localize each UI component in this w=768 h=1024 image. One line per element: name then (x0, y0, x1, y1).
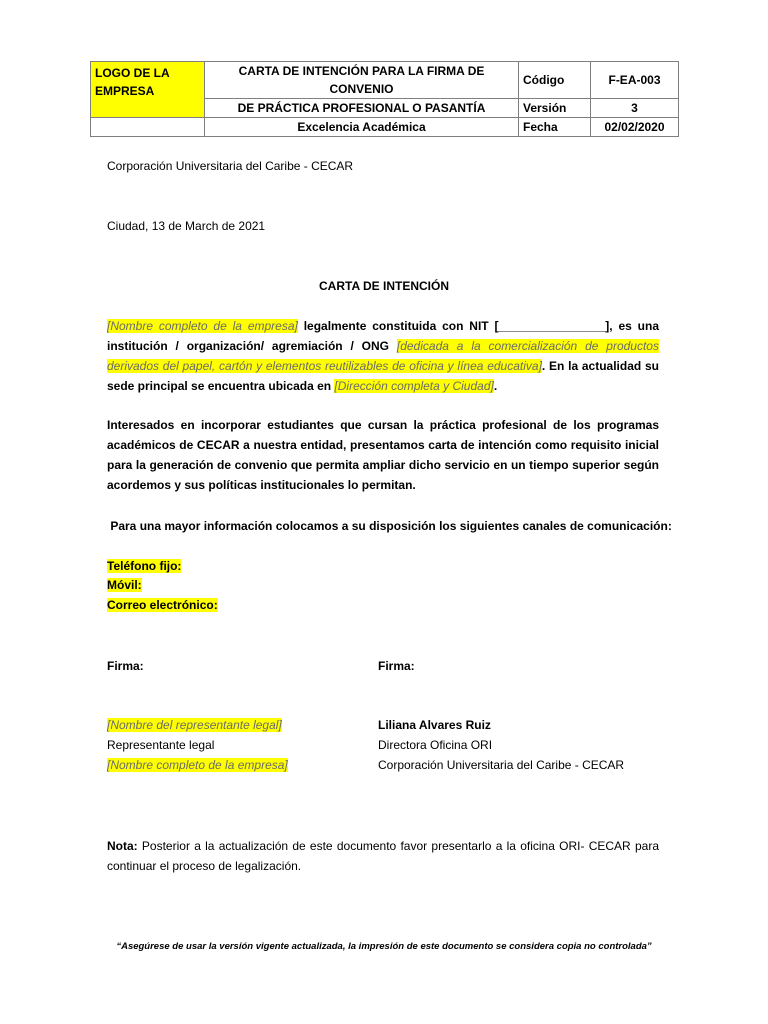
legal-rep-role: Representante legal (107, 738, 215, 752)
doc-header-title-1: CARTA DE INTENCIÓN PARA LA FIRMA DE CONVENIO (205, 62, 519, 99)
right-signature-label: Firma: (378, 659, 415, 673)
p1-text-3: . En la actualidad su sede principal se encuentra ubicada en (107, 359, 659, 393)
header-empty-cell (91, 118, 205, 137)
version-label: Versión (519, 99, 591, 118)
intro-paragraph (107, 316, 659, 396)
area-name: Excelencia Académica (205, 118, 519, 137)
fecha-label: Fecha (519, 118, 591, 137)
legal-rep-placeholder[interactable]: [Nombre del representante legal] (107, 718, 282, 732)
doc-header-title-2: DE PRÁCTICA PROFESIONAL O PASANTÍA (205, 99, 519, 118)
address-placeholder[interactable]: [Dirección completa y Ciudad] (334, 379, 494, 393)
note-label: Nota: (107, 839, 138, 853)
logo-placeholder: LOGO DE LA EMPRESA (91, 62, 205, 118)
header-table (90, 61, 679, 137)
signer-role: Directora Oficina ORI (378, 738, 493, 752)
codigo-value: F-EA-003 (591, 62, 679, 99)
date-line: Ciudad, 13 de March de 2021 (107, 219, 266, 233)
fecha-value: 02/02/2020 (591, 118, 679, 137)
nit-blank[interactable]: ________________ (498, 319, 606, 333)
note-paragraph (107, 836, 659, 876)
p1-text-4: . (493, 379, 498, 393)
signer-organization: Corporación Universitaria del Caribe - CECAR (378, 758, 625, 772)
left-signature-label: Firma: (107, 659, 144, 673)
version-value: 3 (591, 99, 679, 118)
doc-title: CARTA DE INTENCIÓN (319, 279, 449, 293)
note-text: Posterior a la actualización de este documento favor presentarlo a la oficina ORI- CECAR para continuar el proceso de legalización. (107, 839, 659, 873)
mobile-label: Móvil: (107, 578, 142, 592)
company-placeholder[interactable]: [Nombre completo de la empresa] (107, 319, 298, 333)
channels-paragraph: Para una mayor información colocamos a su disposición los siguientes canales de comunicación: (107, 519, 672, 533)
codigo-label: Código (519, 62, 591, 99)
recipient: Corporación Universitaria del Caribe - CECAR (107, 159, 354, 173)
footer-disclaimer: “Asegúrese de usar la versión vigente actualizada, la impresión de este documento se considera copia no controlada” (116, 941, 652, 952)
interest-paragraph: Interesados en incorporar estudiantes que cursan la práctica profesional de los programas académicos de CECAR a nuestra entidad, presentamos carta de intención como requisito inicial para la generación de convenio que permita ampliar dicho servicio en un tiempo superior según acordemos y sus políticas institucionales lo permitan. (107, 418, 659, 492)
activity-placeholder[interactable]: [dedicada a la comercialización de productos derivados del papel, cartón y elementos reutilizables de oficina y línea educativa] (107, 339, 659, 373)
company-name-placeholder[interactable]: [Nombre completo de la empresa] (107, 758, 288, 772)
signer-name: Liliana Alvares Ruiz (378, 718, 491, 732)
p1-text-2: ], es una institución / organización/ agremiación / ONG (107, 319, 659, 353)
p1-text-1: legalmente constituida con NIT [ (297, 319, 499, 333)
phone-label: Teléfono fijo: (107, 559, 182, 573)
email-label: Correo electrónico: (107, 598, 218, 612)
